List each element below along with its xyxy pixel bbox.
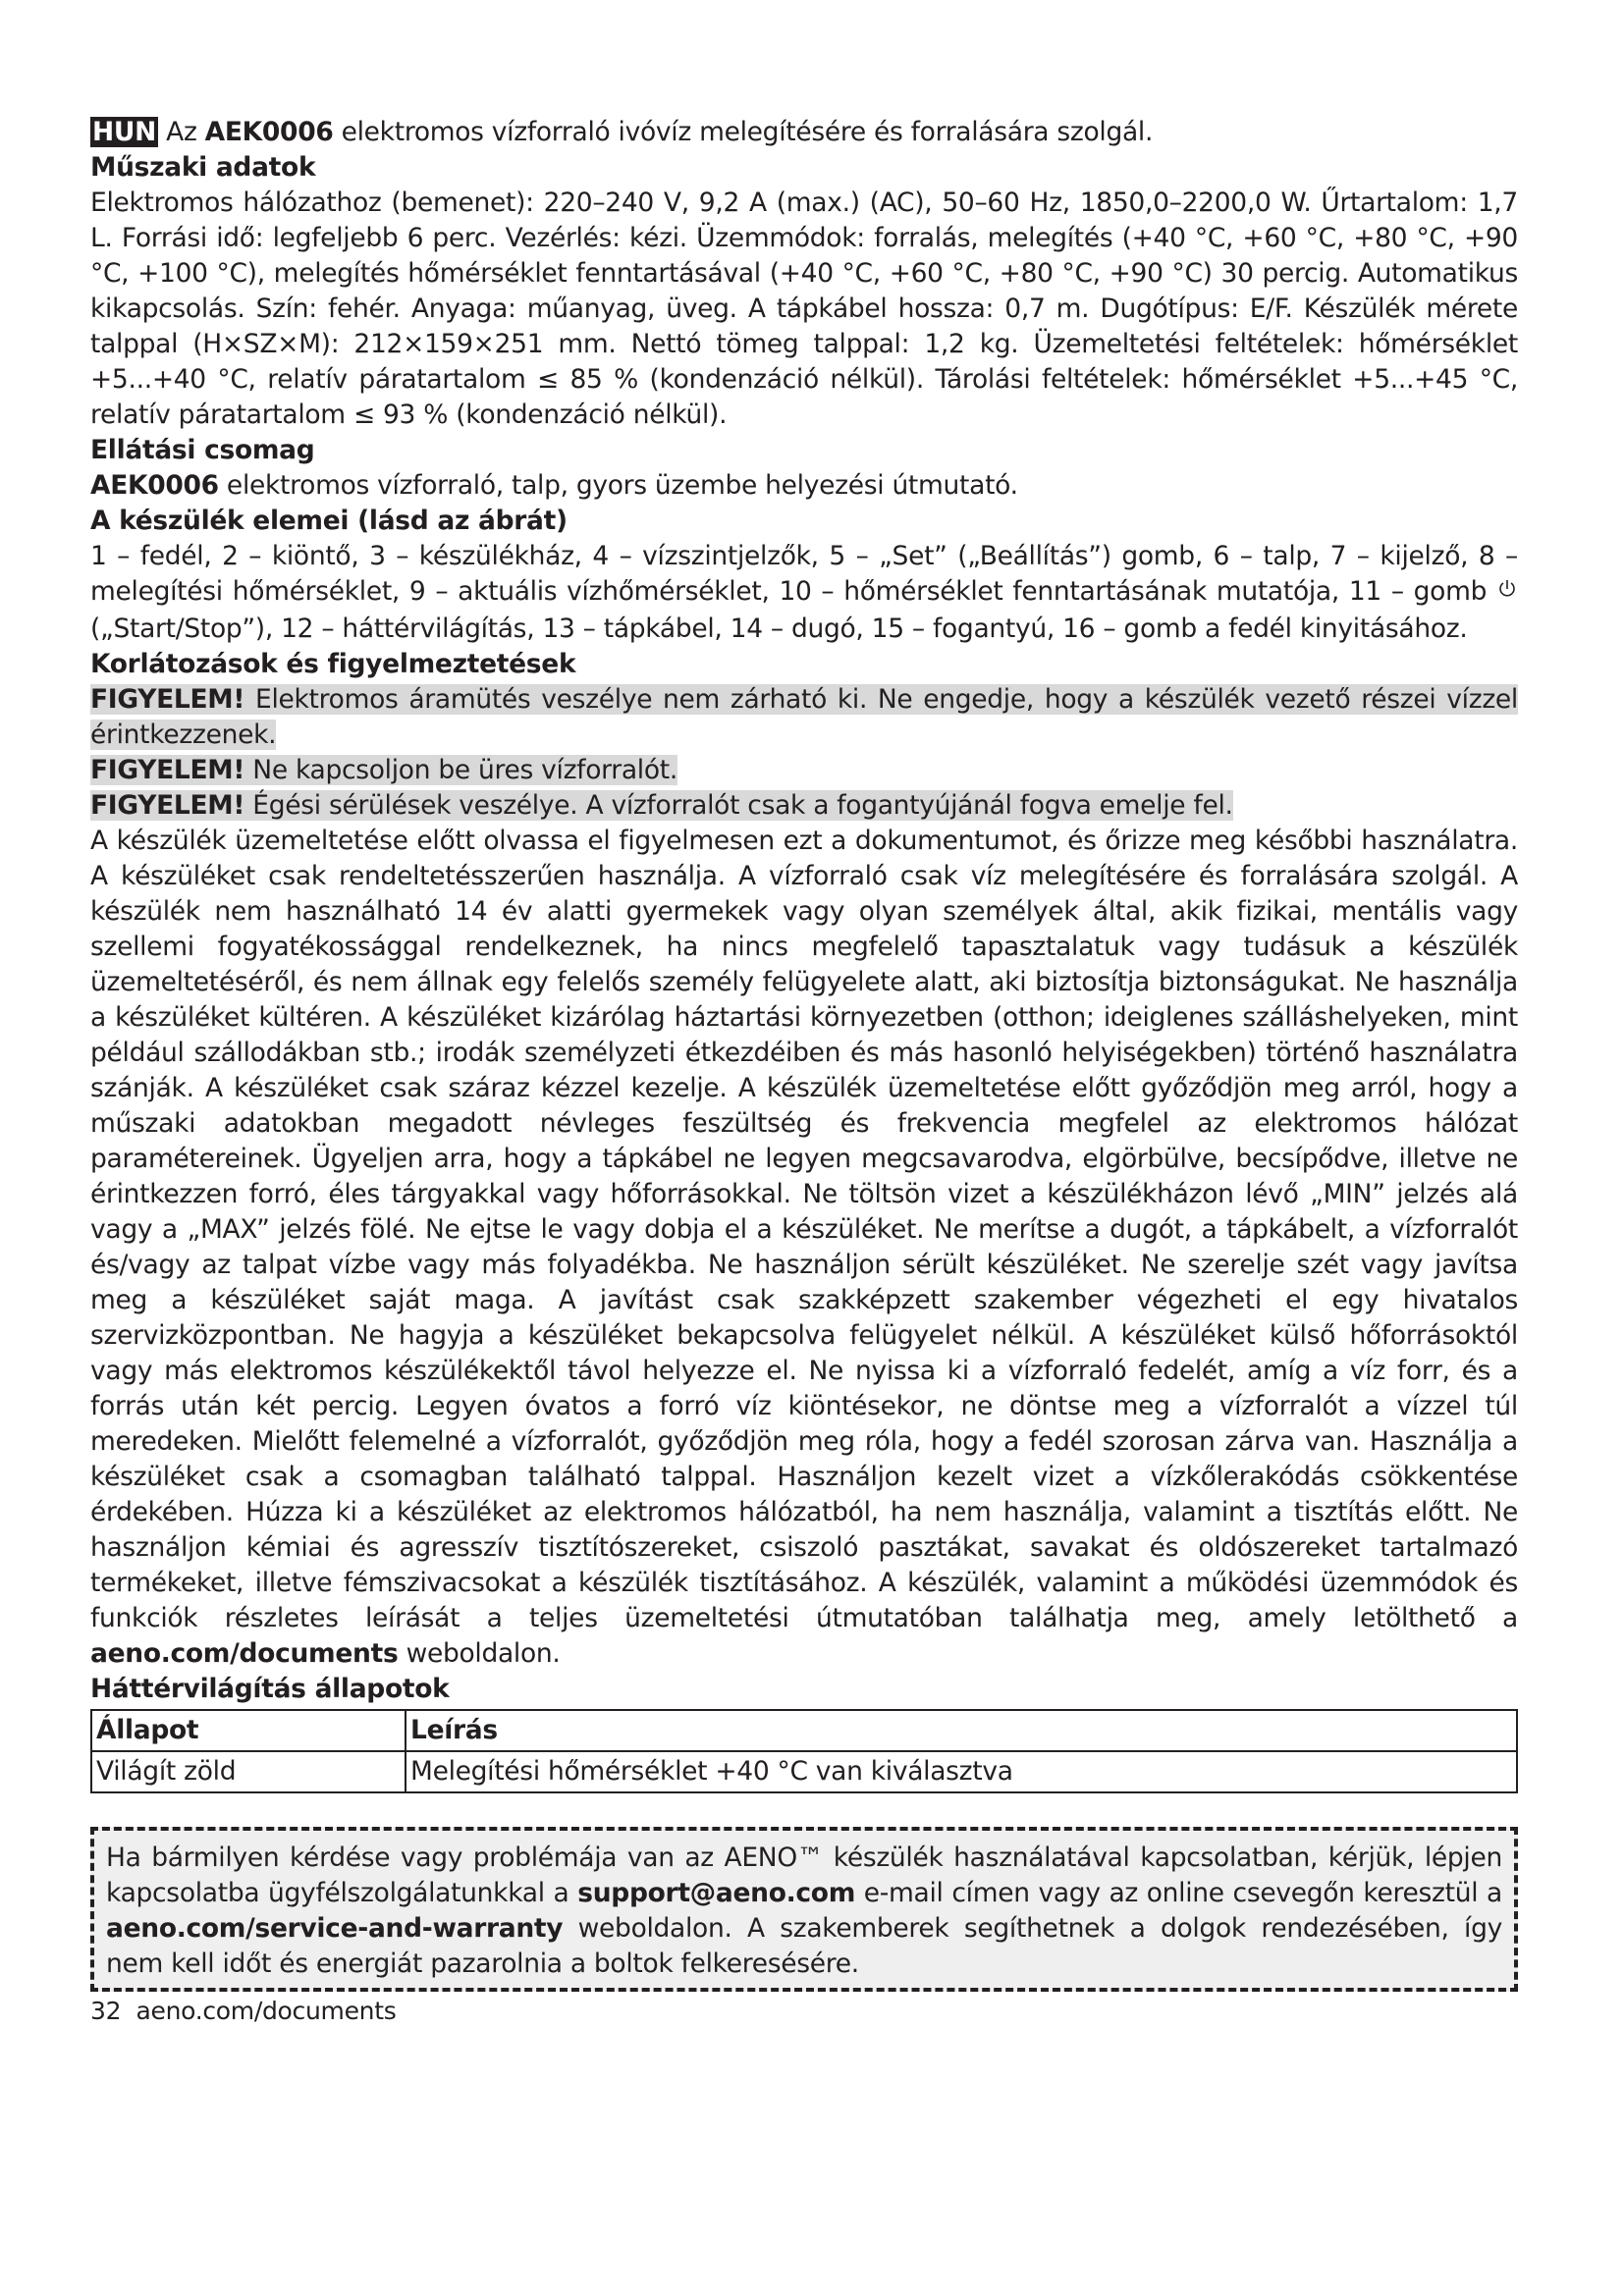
package-heading: Ellátási csomag bbox=[90, 435, 315, 465]
package-text: elektromos vízforraló, talp, gyors üzembe helyezési útmutató. bbox=[218, 470, 1018, 501]
warning-label: FIGYELEM! bbox=[90, 684, 245, 715]
support-email-link[interactable]: support@aeno.com bbox=[577, 1878, 856, 1908]
intro-post: elektromos vízforraló ivóvíz melegítésére és forralására szolgál. bbox=[333, 117, 1154, 147]
warning-label: FIGYELEM! bbox=[90, 755, 245, 785]
documents-link[interactable]: aeno.com/documents bbox=[90, 1638, 399, 1669]
tech-body: Elektromos hálózathoz (bemenet): 220–240 V, 9,2 A (max.) (AC), 50–60 Hz, 1850,0–2200,0 W. Űrtartalom: 1,7 L. Forrási idő: legfeljebb 6 perc. Vezérlés: kézi. Üzemmódok: forralás, melegítés (+40 °C, +60 °C, +80 °C, +90 °C, +100 °C), melegítés hőmérséklet fenntartásával (+40 °C, +60 °C, +80 °C, +90 °C) 30 percig. Automatikus kikapcsolás. Szín: fehér. Anyaga: műanyag, üveg. A tápkábel hossza: 0,7 m. Dugótípus: E/F. Készülék mérete talppal (H×SZ×M): 212×159×251 mm. Nettó tömeg talppal: 1,2 kg. Üzemeltetési feltételek: hőmérséklet +5...+40 °C, relatív páratartalom ≤ 85 % (kondenzáció nélkül). Tárolási feltételek: hőmérséklet +5...+45 °C, relatív páratartalom ≤ 93 % (kondenzáció nélkül). bbox=[90, 187, 1518, 430]
intro-pre: Az bbox=[166, 117, 205, 147]
footer-url: aeno.com/documents bbox=[135, 1997, 397, 2025]
support-post: weboldalon. A szakemberek segíthetnek a dolgok rendezésében, így nem kell időt és energiát pazarolnia a boltok felkeresésére. bbox=[106, 1913, 1502, 1979]
warning-item bbox=[90, 788, 1518, 824]
intro-paragraph bbox=[90, 115, 1518, 150]
warnings-text-end: weboldalon. bbox=[398, 1638, 561, 1669]
parts-body bbox=[90, 539, 1518, 647]
package-model: AEK0006 bbox=[90, 470, 219, 501]
page-footer bbox=[90, 1994, 1518, 2029]
warning-item bbox=[90, 682, 1518, 753]
parts-text-b: („Start/Stop”), 12 – háttérvilágítás, 13 – tápkábel, 14 – dugó, 15 – fogantyú, 16 – gomb a fedél kinyitásához. bbox=[90, 614, 1468, 644]
package-body bbox=[90, 468, 1518, 504]
warnings-heading: Korlátozások és figyelmeztetések bbox=[90, 649, 576, 679]
service-warranty-link[interactable]: aeno.com/service-and-warranty bbox=[106, 1913, 564, 1944]
warnings-body bbox=[90, 824, 1518, 1672]
language-badge: HUN bbox=[92, 117, 156, 147]
support-pre: Ha bármilyen kérdése vagy problémája van az AENO™ készülék használatával kapcsolatban, kérjük, lépjen kapcsolatba ügyfélszolgálatunkkal a bbox=[106, 1842, 1502, 1908]
warning-text: Elektromos áramütés veszélye nem zárható ki. Ne engedje, hogy a készülék vezető részei vízzel érintkezzenek. bbox=[90, 684, 1518, 750]
parts-heading: A készülék elemei (lásd az ábrát) bbox=[90, 506, 568, 536]
parts-text-a: 1 – fedél, 2 – kiöntő, 3 – készülékház, 4 – vízszintjelzők, 5 – „Set” („Beállítás”) gomb, 6 – talp, 7 – kijelző, 8 – melegítési hőmérséklet, 9 – aktuális vízhőmérséklet, 10 – hőmérséklet fenntartásának mutatója, 11 – gomb bbox=[90, 541, 1518, 607]
table-row bbox=[91, 1751, 1517, 1792]
warnings-text: A készülék üzemeltetése előtt olvassa el figyelmesen ezt a dokumentumot, és őrizze meg későbbi használatra. A készüléket csak rendeltetésszerűen használja. A vízforraló csak víz melegítésére és forralására szolgál. A készülék nem használható 14 év alatti gyermekek vagy olyan személyek által, akik fizikai, mentális vagy szellemi fogyatékossággal rendelkeznek, ha nincs megfelelő tapasztalatuk vagy tudásuk a készülék üzemeltetéséről, és nem állnak egy felelős személy felügyelete alatt, aki biztosítja biztonságukat. Ne használja a készüléket kültéren. A készüléket kizárólag háztartási környezetben (otthon; ideiglenes szálláshelyeken, mint például szállodákban stb.; irodák személyzeti étkezdéiben és más hasonló helyiségekben) történő használatra szánják. A készüléket csak száraz kézzel kezelje. A készülék üzemeltetése előtt győződjön meg arról, hogy a műszaki adatokban megadott névleges feszültség és frekvencia megfelel az elektromos hálózat paramétereinek. Ügyeljen arra, hogy a tápkábel ne legyen megcsavarodva, elgörbülve, becsípődve, illetve ne érintkezzen forró, éles tárgyakkal vagy hőforrásokkal. Ne töltsön vizet a készülékházon lévő „MIN” jelzés alá vagy a „MAX” jelzés fölé. Ne ejtse le vagy dobja el a készüléket. Ne merítse a dugót, a tápkábelt, a vízforralót és/vagy az talpat vízbe vagy más folyadékba. Ne használjon sérült készüléket. Ne szerelje szét vagy javítsa meg a készüléket saját maga. A javítást csak szakképzett szakember végezheti el egy hivatalos szervizközpontban. Ne hagyja a készüléket bekapcsolva felügyelet nélkül. A készüléket külső hőforrásoktól vagy más elektromos készülékektől távol helyezze el. Ne nyissa ki a vízforraló fedelét, amíg a víz forr, és a forrás után két percig. Legyen óvatos a forró víz kiöntésekor, ne döntse meg a vízforralót a vízzel túl meredeken. Mielőtt felemelné a vízforralót, győződjön meg róla, hogy a fedél szorosan zárva van. Használja a készüléket csak a csomagban található talppal. Használjon kezelt vizet a vízkőlerakódás csökkentése érdekében. Húzza ki a készüléket az elektromos hálózatból, ha nem használja, valamint a tisztítás előtt. Ne használjon kémiai és agresszív tisztítószereket, csiszoló pasztákat, savakat és oldószereket tartalmazó termékeket, illetve fémszivacsokat a készülék tisztításához. A készülék, valamint a működési üzemmódok és funkciók részletes leírását a teljes üzemeltetési útmutatóban találhatja meg, amely letölthető a bbox=[90, 826, 1518, 1633]
warning-text: Égési sérülések veszélye. A vízforralót csak a fogantyújánál fogva emelje fel. bbox=[244, 790, 1233, 821]
warning-label: FIGYELEM! bbox=[90, 790, 245, 821]
backlight-table bbox=[90, 1709, 1518, 1793]
support-box bbox=[90, 1827, 1518, 1992]
column-header-state: Állapot bbox=[91, 1710, 406, 1751]
document-page bbox=[90, 115, 1518, 2029]
table-header-row bbox=[91, 1710, 1517, 1751]
support-mid: e-mail címen vagy az online csevegőn keresztül a bbox=[855, 1878, 1502, 1908]
table-cell-state: Világít zöld bbox=[91, 1751, 406, 1792]
warning-text: Ne kapcsoljon be üres vízforralót. bbox=[244, 755, 677, 785]
backlight-heading: Háttérvilágítás állapotok bbox=[90, 1674, 450, 1704]
page-number: 32 bbox=[90, 1997, 122, 2025]
power-icon bbox=[1496, 576, 1518, 612]
support-text bbox=[106, 1841, 1502, 1982]
tech-heading: Műszaki adatok bbox=[90, 152, 316, 183]
column-header-description: Leírás bbox=[406, 1710, 1517, 1751]
warning-item bbox=[90, 753, 1518, 788]
intro-model: AEK0006 bbox=[204, 117, 334, 147]
table-cell-description: Melegítési hőmérséklet +40 °C van kiválasztva bbox=[406, 1751, 1517, 1792]
